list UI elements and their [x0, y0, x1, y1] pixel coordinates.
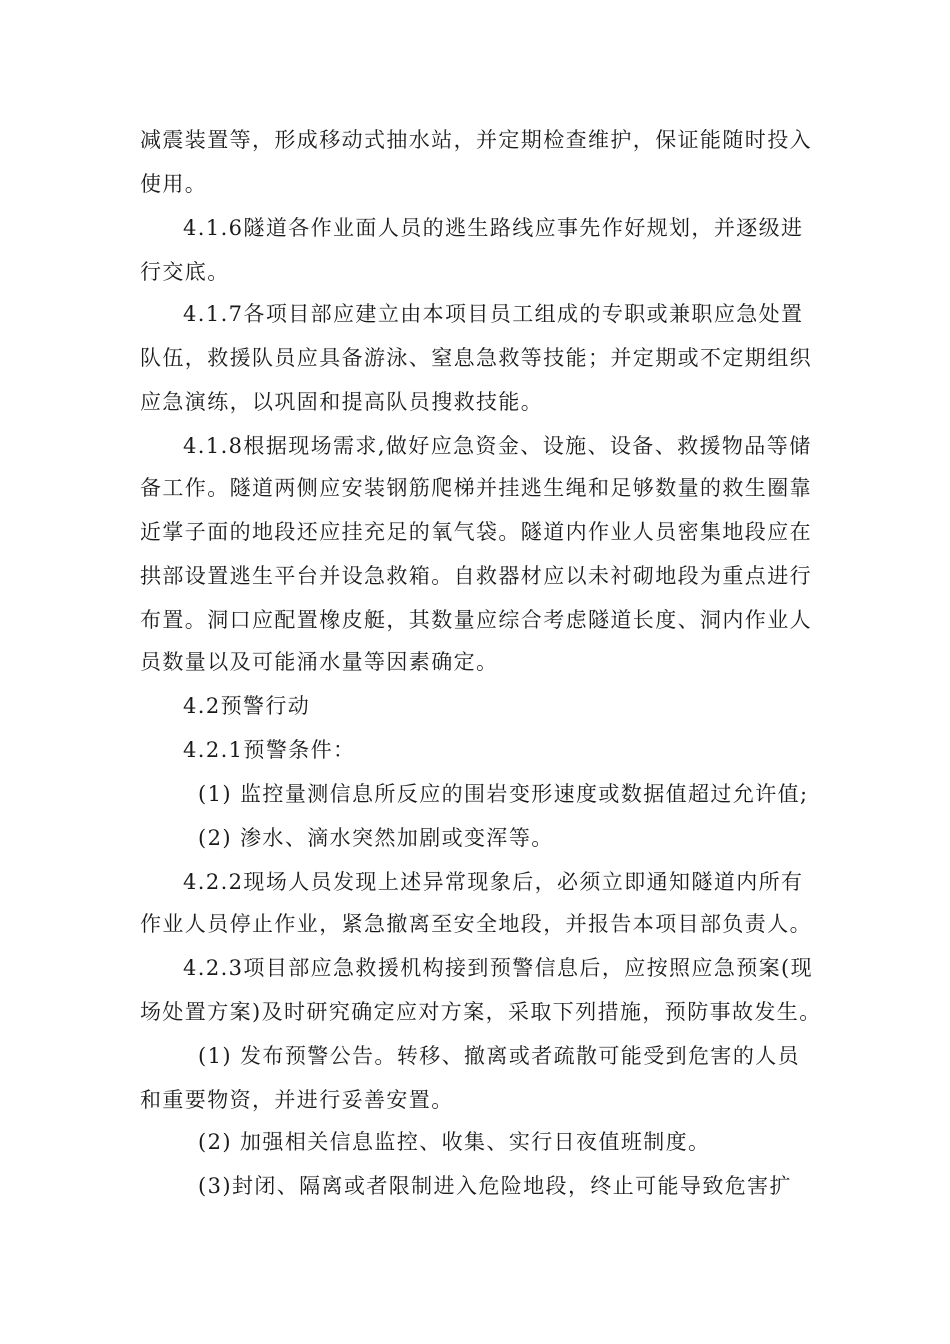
text-line: 备工作。隧道两侧应安装钢筋爬梯并挂逃生绳和足够数量的救生圈靠: [140, 476, 812, 500]
text-line: 和重要物资，并进行妥善安置。: [140, 1088, 454, 1112]
text-line: 减震装置等，形成移动式抽水站，并定期检查维护，保证能随时投入: [140, 128, 812, 152]
text-line: 队伍，救援队员应具备游泳、窒息急救等技能；并定期或不定期组织: [140, 346, 812, 370]
list-item: (1) 发布预警公告。转移、撤离或者疏散可能受到危害的人员: [198, 1044, 801, 1068]
text-line: 4.2.3项目部应急救援机构接到预警信息后，应按照应急预案(现: [183, 956, 814, 980]
text-line: 4.1.6隧道各作业面人员的逃生路线应事先作好规划，并逐级进: [183, 216, 804, 240]
list-item: (2) 加强相关信息监控、收集、实行日夜值班制度。: [198, 1130, 711, 1154]
text-line: 作业人员停止作业，紧急撤离至安全地段，并报告本项目部负责人。: [140, 912, 812, 936]
text-line: 近掌子面的地段还应挂充足的氧气袋。隧道内作业人员密集地段应在: [140, 520, 812, 544]
text-line: 行交底。: [140, 260, 230, 284]
text-line: 布置。洞口应配置橡皮艇，其数量应综合考虑隧道长度、洞内作业人: [140, 608, 812, 632]
text-line: 员数量以及可能涌水量等因素确定。: [140, 650, 499, 674]
text-line: 4.1.8根据现场需求,做好应急资金、设施、设备、救援物品等储: [183, 434, 812, 458]
text-line: 使用。: [140, 172, 208, 196]
section-heading: 4.2预警行动: [183, 694, 311, 718]
list-item: (3)封闭、隔离或者限制进入危险地段，终止可能导致危害扩: [198, 1174, 792, 1198]
list-item: (2) 渗水、滴水突然加剧或变浑等。: [198, 826, 554, 850]
text-line: 场处置方案)及时研究确定应对方案，采取下列措施，预防事故发生。: [140, 1000, 822, 1024]
list-item: (1) 监控量测信息所反应的围岩变形速度或数据值超过允许值;: [198, 782, 809, 806]
text-line: 4.2.2现场人员发现上述异常现象后，必须立即通知隧道内所有: [183, 870, 804, 894]
subsection-heading: 4.2.1预警条件：: [183, 738, 356, 762]
text-line: 拱部设置逃生平台并设急救箱。自救器材应以未衬砌地段为重点进行: [140, 564, 812, 588]
text-line: 应急演练，以巩固和提高队员搜救技能。: [140, 390, 544, 414]
text-line: 4.1.7各项目部应建立由本项目员工组成的专职或兼职应急处置: [183, 302, 804, 326]
